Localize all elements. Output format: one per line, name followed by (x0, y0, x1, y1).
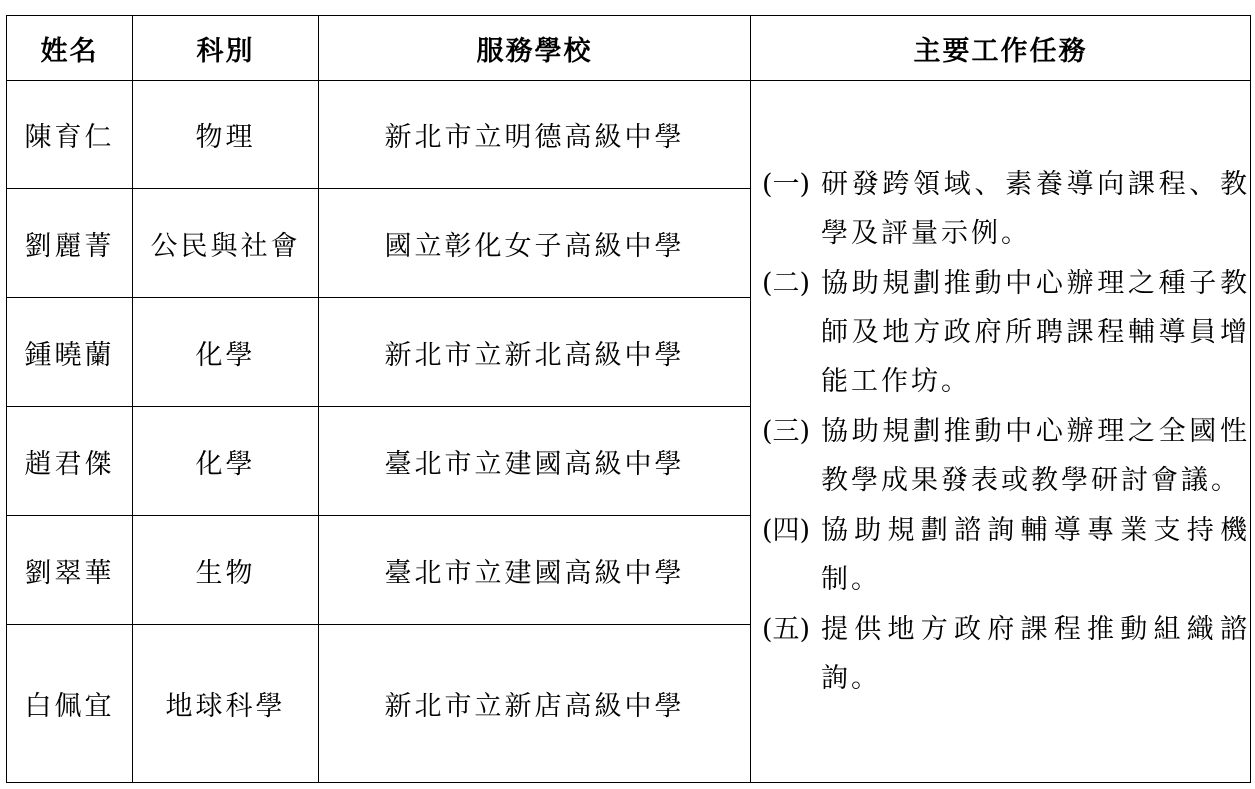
cell-name: 劉翠華 (7, 516, 133, 625)
cell-subject: 物理 (133, 81, 319, 189)
cell-school: 新北市立新店高級中學 (319, 625, 751, 783)
cell-school: 新北市立新北高級中學 (319, 298, 751, 407)
cell-subject: 化學 (133, 298, 319, 407)
task-text: 提供地方政府課程推動組織諮詢。 (821, 614, 1250, 694)
task-text: 研發跨領域、素養導向課程、教學及評量示例。 (821, 169, 1250, 249)
cell-name: 鍾曉蘭 (7, 298, 133, 407)
cell-school: 臺北市立建國高級中學 (319, 516, 751, 625)
cell-name: 趙君傑 (7, 407, 133, 516)
cell-subject: 公民與社會 (133, 189, 319, 298)
header-tasks: 主要工作任務 (751, 16, 1251, 81)
staff-table (6, 15, 1251, 783)
task-number: (四) (761, 515, 811, 546)
task-number: (二) (761, 268, 811, 299)
header-name: 姓名 (7, 16, 133, 81)
header-school: 服務學校 (319, 16, 751, 81)
cell-subject: 化學 (133, 407, 319, 516)
cell-school: 國立彰化女子高級中學 (319, 189, 751, 298)
cell-name: 劉麗菁 (7, 189, 133, 298)
staff-table-container (6, 15, 1250, 783)
task-text: 協助規劃推動中心辦理之種子教師及地方政府所聘課程輔導員增能工作坊。 (821, 268, 1250, 397)
task-number: (三) (761, 416, 811, 447)
task-number: (一) (761, 169, 811, 200)
task-item-2 (751, 259, 1250, 406)
cell-school: 臺北市立建國高級中學 (319, 407, 751, 516)
cell-subject: 生物 (133, 516, 319, 625)
header-row (7, 16, 1251, 81)
task-text: 協助規劃諮詢輔導專業支持機制。 (821, 515, 1250, 595)
cell-name: 陳育仁 (7, 81, 133, 189)
header-subject: 科別 (133, 16, 319, 81)
task-text: 協助規劃推動中心辦理之全國性教學成果發表或教學研討會議。 (821, 416, 1250, 496)
task-item-3 (751, 407, 1250, 505)
task-item-1 (751, 160, 1250, 258)
task-item-4 (751, 506, 1250, 604)
cell-school: 新北市立明德高級中學 (319, 81, 751, 189)
task-number: (五) (761, 614, 811, 645)
task-item-5 (751, 605, 1250, 703)
table-row (7, 81, 1251, 189)
cell-subject: 地球科學 (133, 625, 319, 783)
tasks-cell (751, 81, 1251, 783)
cell-name: 白佩宜 (7, 625, 133, 783)
